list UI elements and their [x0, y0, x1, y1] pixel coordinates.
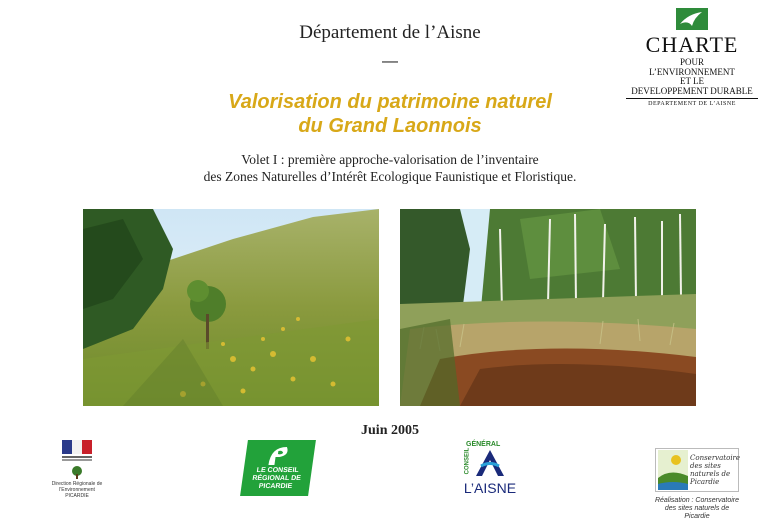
- diren-label: Direction Régionale de l’Environnement: [51, 481, 103, 493]
- diren-logo: [42, 440, 112, 499]
- charte-logo: [622, 8, 762, 110]
- conseil-general-side: CONSEIL: [464, 447, 471, 475]
- subtitle-line-2: des Zones Naturelles d’Intérêt Ecologique Faunistique et Floristique.: [203, 169, 577, 184]
- conseil-regional-text: LE CONSEIL RÉGIONAL DE PICARDIE: [251, 467, 302, 490]
- tree-icon: [70, 465, 84, 479]
- french-republic-icon: [62, 440, 92, 462]
- main-title-line-1: Valorisation du patrimoine naturel: [228, 91, 552, 113]
- publication-date: Juin 2005: [361, 423, 419, 438]
- realisation-caption: Réalisation : Conservatoire des sites naturels de Picardie: [654, 497, 740, 520]
- charte-dev: DEVELOPPEMENT DURABLE: [631, 85, 753, 96]
- charte-pour: POUR: [679, 57, 704, 67]
- subtitle: [0, 151, 780, 185]
- title-separator: —: [382, 53, 398, 70]
- photo-wetland: [400, 209, 696, 406]
- subtitle-line-1: Volet I : première approche-valorisation de l’inventaire: [241, 152, 539, 167]
- charte-et: ET LE: [679, 76, 705, 86]
- conservatoire-emblem: [655, 448, 739, 492]
- bird-emblem-icon: [672, 8, 712, 32]
- charte-main-text: CHARTE: [645, 32, 739, 57]
- landscape-icon: [658, 450, 688, 490]
- conseil-regional-logo: [240, 440, 316, 496]
- department-title: Département de l’Aisne: [299, 22, 481, 43]
- photo-hillside: [83, 209, 379, 406]
- conservatoire-logo-text: Conservatoire des sites naturels de Picardie: [690, 454, 741, 486]
- conseil-general-bottom: L’AISNE: [463, 480, 517, 496]
- conseil-general-top: GÉNÉRAL: [466, 441, 501, 448]
- conservatoire-logo: [652, 448, 742, 521]
- diren-sub: PICARDIE: [65, 493, 89, 499]
- main-title-line-2: du Grand Laonnois: [298, 115, 482, 137]
- aisne-a-icon: [473, 448, 507, 478]
- charte-env: L’ENVIRONNEMENT: [649, 66, 735, 77]
- charte-dept: DEPARTEMENT DE L’AISNE: [626, 98, 758, 110]
- conseil-general-logo: [460, 441, 520, 496]
- leaf-p-icon: [266, 445, 293, 467]
